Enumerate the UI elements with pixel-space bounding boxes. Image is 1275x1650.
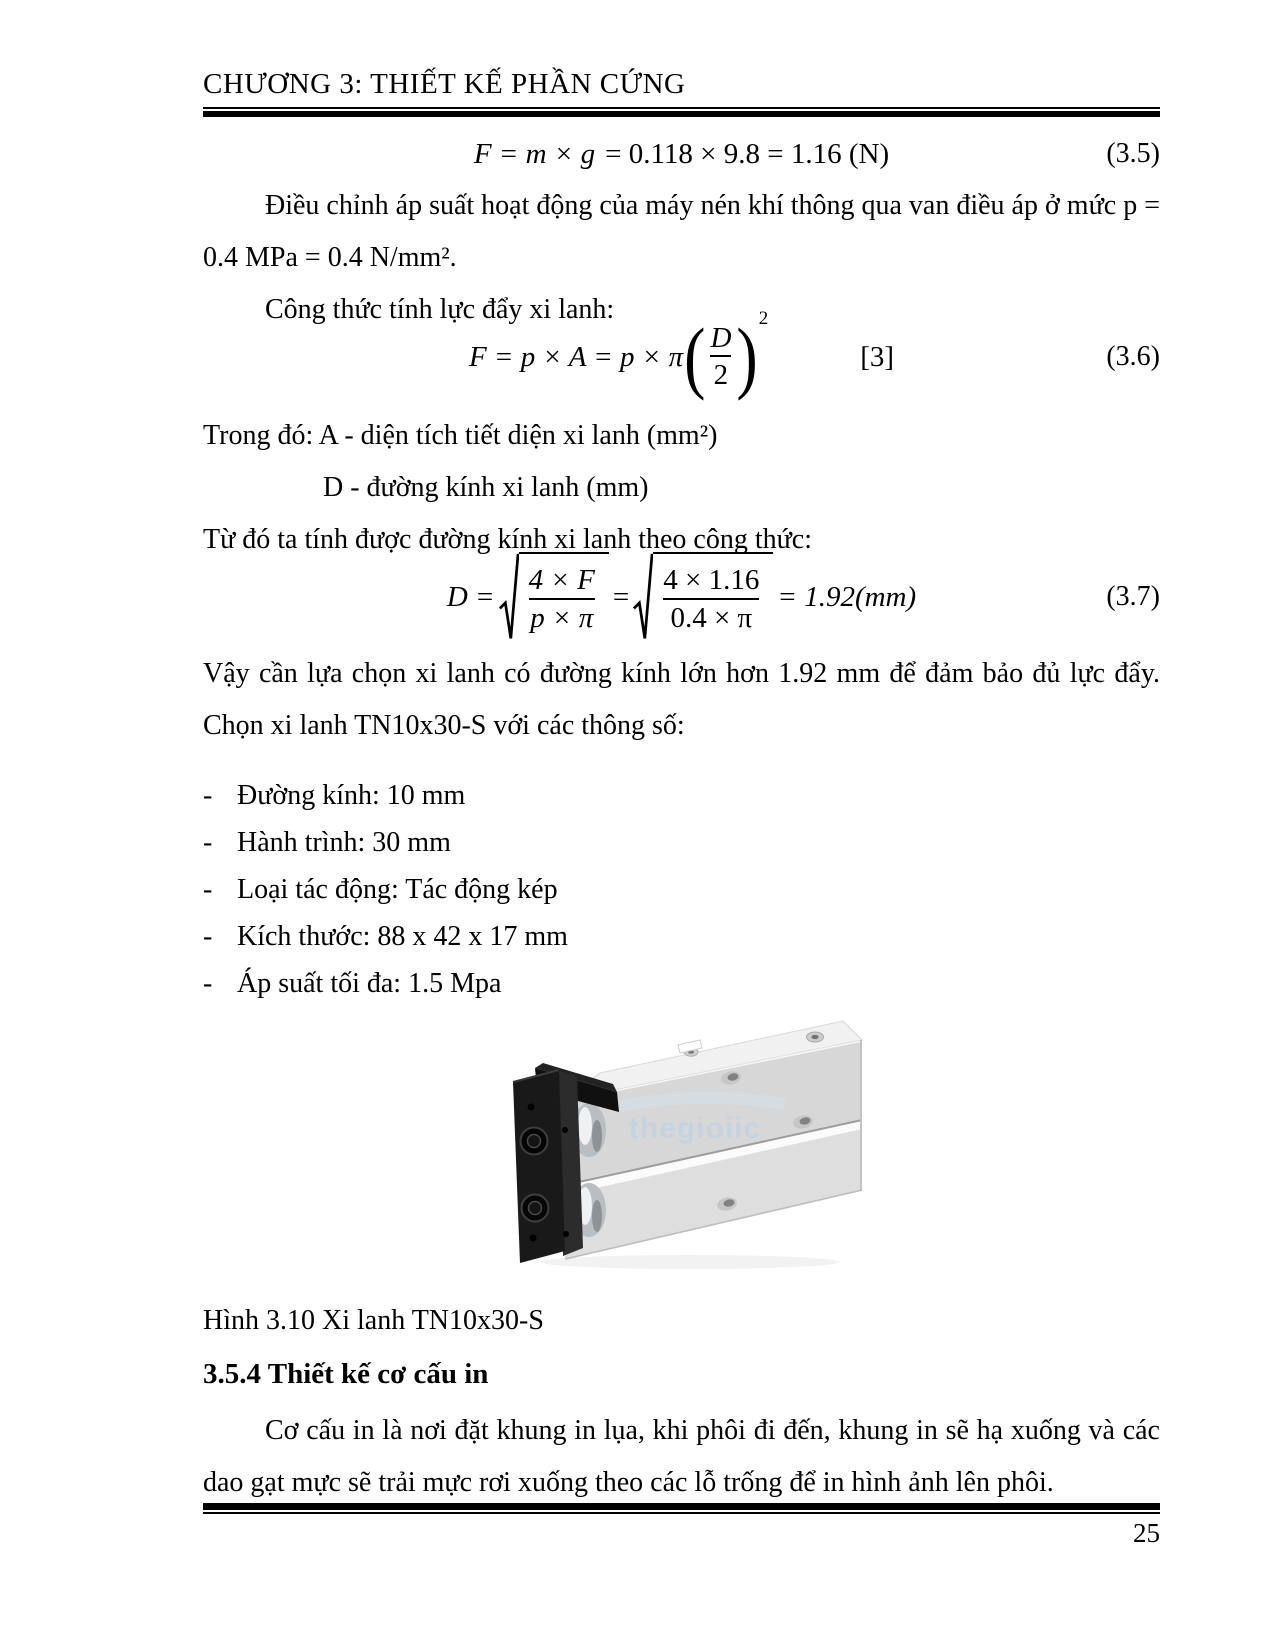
figure-caption: Hình 3.10 Xi lanh TN10x30-S [203, 1305, 544, 1336]
square-root-2 [633, 552, 773, 643]
list-marker: - [203, 827, 213, 858]
paragraph-derive: Từ đó ta tính được đường kính xi lanh theo công thức: [203, 524, 812, 555]
equation-3-6-body [468, 307, 895, 402]
equation-3-7-rhs: = 1.92(mm) [777, 580, 917, 613]
fraction-denominator: 2 [710, 355, 731, 392]
list-marker: - [203, 968, 213, 999]
fraction-numerator: D [710, 321, 732, 354]
equation-3-7 [203, 542, 1160, 652]
list-item [203, 819, 1160, 866]
equation-3-6-number: (3.6) [1106, 341, 1160, 372]
list-item-text: Áp suất tối đa: 1.5 Mpa [237, 968, 502, 999]
equation-3-5-body [474, 138, 889, 171]
list-marker: - [203, 874, 213, 905]
square-root-symbol [633, 552, 653, 643]
fraction-4f-over-ppi [525, 564, 599, 635]
equation-3-7-body [447, 552, 916, 643]
radicand-1 [519, 552, 609, 643]
footer-divider-rule [203, 1503, 1160, 1514]
list-marker: - [203, 921, 213, 952]
paragraph-where-a: Trong đó: A - diện tích tiết diện xi lanh (mm²) [203, 420, 718, 451]
equation-3-7-lhs: D = [446, 580, 495, 613]
equals-sign: = [612, 580, 630, 613]
equation-3-5-lhs: F = m × g [473, 137, 596, 170]
section-heading: 3.5.4 Thiết kế cơ cấu in [203, 1358, 489, 1390]
paragraph-conclusion: Vậy cần lựa chọn xi lanh có đường kính lớn hơn 1.92 mm để đảm bảo đủ lực đẩy. Chọn xi lanh TN10x30-S với các thông số: [203, 658, 1160, 741]
page-number: 25 [1133, 1518, 1160, 1548]
list-item-text: Hành trình: 30 mm [237, 827, 451, 858]
watermark-text: thegioiic [628, 1112, 762, 1145]
list-item [203, 960, 1160, 1007]
spec-list [203, 772, 1160, 1007]
equation-3-5-rhs: = 0.118 × 9.8 = 1.16 (N) [605, 137, 890, 170]
cylinder-product-image [495, 1008, 875, 1273]
equation-3-5 [203, 130, 1160, 178]
exponent: 2 [758, 307, 769, 329]
open-parenthesis: ( [684, 312, 706, 402]
drop-shadow [540, 1255, 840, 1269]
fraction-denominator: 0.4 × π [663, 598, 759, 635]
citation-ref: [3] [860, 340, 895, 373]
list-item [203, 866, 1160, 913]
list-item-text: Đường kính: 10 mm [237, 780, 466, 811]
square-root-symbol [499, 552, 519, 643]
header-divider-rule [203, 107, 1160, 117]
paragraph-where-d: D - đường kính xi lanh (mm) [323, 472, 649, 503]
radicand-2 [653, 552, 773, 643]
close-parenthesis: ) [736, 312, 758, 402]
list-item-text: Kích thước: 88 x 42 x 17 mm [237, 921, 568, 952]
list-marker: - [203, 780, 213, 811]
list-item [203, 772, 1160, 819]
fraction-numerator: 4 × 1.16 [663, 564, 760, 597]
chapter-header-title: CHƯƠNG 3: THIẾT KẾ PHẦN CỨNG [203, 68, 686, 100]
equation-3-7-number: (3.7) [1106, 581, 1160, 612]
paragraph-pressure: Điều chỉnh áp suất hoạt động của máy nén khí thông qua van điều áp ở mức p = 0.4 MPa = 0.4 N/mm². [203, 190, 1160, 273]
fraction-numeric [659, 564, 763, 635]
list-item-text: Loại tác động: Tác động kép [237, 874, 558, 905]
equation-3-6-lhs: F = p × A = p × π [468, 340, 684, 373]
fraction-numerator: 4 × F [528, 564, 595, 597]
list-item [203, 913, 1160, 960]
fraction-d-over-2 [706, 322, 735, 393]
fraction-denominator: p × π [529, 598, 595, 635]
paragraph-formula-intro: Công thức tính lực đẩy xi lanh: [265, 294, 615, 325]
square-root-1 [499, 552, 609, 643]
section-paragraph: Cơ cấu in là nơi đặt khung in lụa, khi phôi đi đến, khung in sẽ hạ xuống và các dao gạt mực sẽ trải mực rơi xuống theo các lỗ trống để in hình ảnh lên phôi. [203, 1415, 1160, 1498]
equation-3-5-number: (3.5) [1106, 138, 1160, 169]
